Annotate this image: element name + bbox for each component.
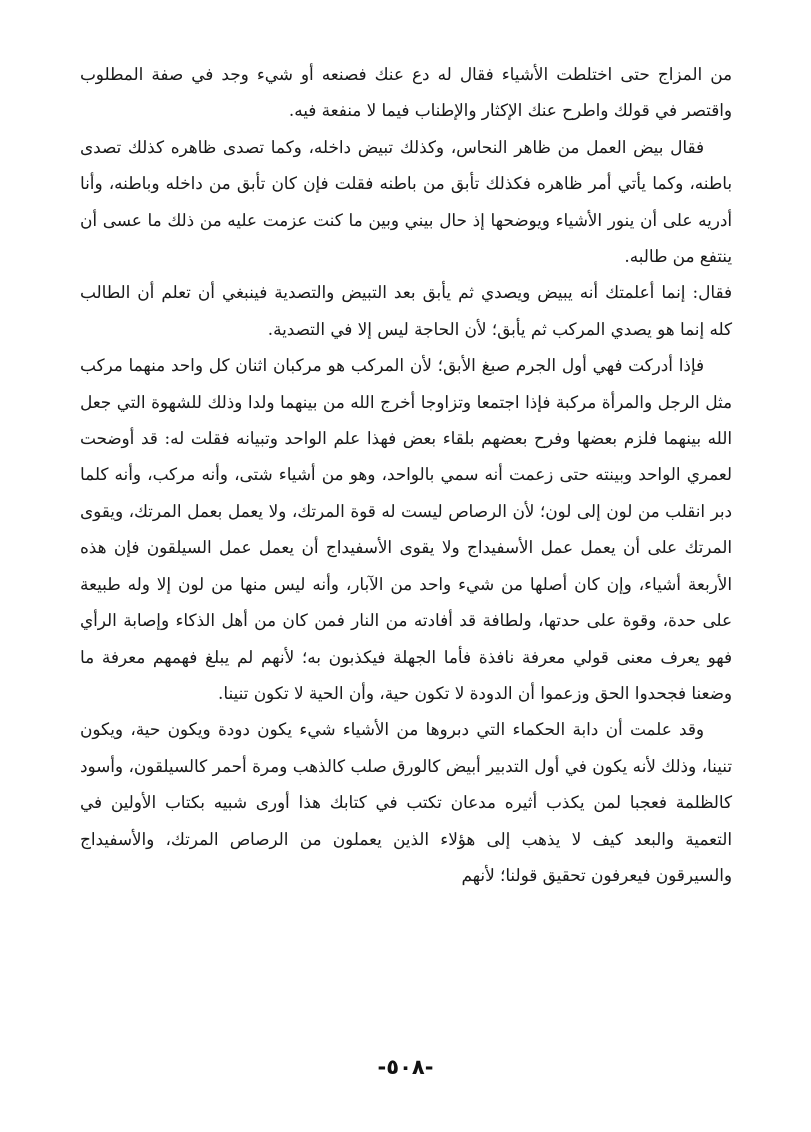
paragraph-2: فقال بيض العمل من ظاهر النحاس، وكذلك تبيض داخله، وكما تصدى ظاهره كذلك تصدى باطنه، وكما يأتي أمر ظاهره فكذلك تأبق من باطنه فقلت فإن كان تأبق من داخله وباطنه، وأنا أدريه على أن ينور الأشياء ويوضحها إذ حال بيني وبين ما كنت عزمت عليه من ذلك ما عسى أن ينتفع من طالبه.	[80, 136, 732, 267]
paragraph-4: فإذا أدركت فهي أول الجرم صبغ الأبق؛ لأن المركب هو مركبان اثنان كل واحد منهما مركب مثل الرجل والمرأة مركبة فإذا اجتمعا وتزاوجا أخرج الله من بينهما ولدا وذلك للشهوة التي جعل الله بينهما فلزم بعضها وفرح بعضهم بلقاء بعض فهذا علم الواحد وتبيانه فقلت له: قد أوضحت لعمري الواحد وبينته حتى زعمت أنه سمي بالواحد، وهو من أشياء شتى، وأنه مركب، وأنه كلما دبر انقلب من لون إلى لون؛ لأن الرصاص ليست له قوة المرتك، ولا يعمل بعمل المرتك، ويقوى المرتك على أن يعمل عمل الأسفيداج ولا يقوى الأسفيداج أن يعمل عمل السيلقون فإن هذه الأربعة أشياء، وإن كان أصلها من شيء واحد من الآبار، وأنه ليس منها من لون إلا وله طبيعة على حدة، وقوة على حدتها، ولطافة قد أفادته من النار فمن كان من أهل الذكاء وإصابة الرأي فهو يعرف معنى قولي معرفة نافذة فأما الجهلة فيكذبون به؛ لأنهم لم يبلغ فهمهم معرفة ما وضعنا فجحدوا الحق وزعموا أن الدودة لا تكون حية، وأن الحية لا تكون تنينا.	[80, 355, 732, 703]
paragraph-5: وقد علمت أن دابة الحكماء التي دبروها من الأشياء شيء يكون دودة ويكون حية، ويكون تنينا، وذلك لأنه يكون في أول التدبير أبيض كالورق صلب كالذهب ومرة أحمر كالسيلقون، وأسود كالظلمة فعجبا لمن يكذب أثيره مدعان تكتب في كتابك هذا أورى شبيه بكتاب الأولين في التعمية والبعد كيف لا يذهب إلى هؤلاء الذين يعملون من الرصاص المرتك، والأسفيداج والسيرقون فيعرفون تحقيق قولنا؛ لأنهم	[80, 719, 732, 885]
page-number: -٥٠٨-	[377, 1055, 434, 1079]
page-body	[80, 56, 732, 1056]
paragraph-3: فقال: إنما أعلمتك أنه يبيض ويصدي ثم يأبق بعد التبيض والتصدية فينبغي أن تعلم أن الطالب كله إنما هو يصدي المركب ثم يأبق؛ لأن الحاجة ليس إلا في التصدية.	[80, 282, 732, 339]
paragraph-1: من المزاج حتى اختلطت الأشياء فقال له دع عنك فصنعه أو شيء وجد في صفة المطلوب واقتصر في قولك واطرح عنك الإكثار والإطناب فيما لا منفعة فيه.	[80, 64, 732, 121]
